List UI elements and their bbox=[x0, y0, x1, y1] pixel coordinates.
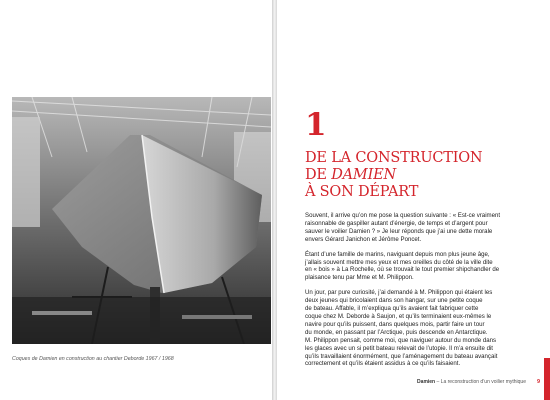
hull-photo bbox=[12, 97, 271, 344]
footer-book-title: Damien bbox=[417, 379, 436, 385]
photo-caption: Coques de Damien en construction au chantier Deborde 1967 / 1968 bbox=[12, 356, 174, 362]
chapter-body bbox=[305, 212, 525, 375]
chapter-title bbox=[305, 150, 535, 201]
chapter-title-line-1: DE LA CONSTRUCTION bbox=[305, 150, 483, 166]
running-footer bbox=[417, 379, 526, 385]
page-number: 9 bbox=[536, 379, 540, 385]
chapter-tab-marker bbox=[544, 358, 550, 400]
chapter-title-prefix: DE bbox=[305, 167, 332, 183]
left-page bbox=[0, 0, 272, 400]
body-paragraph: Souvent, il arrive qu’on me pose la question suivante : « Est-ce vraiment raisonnable de gaspiller autant d’énergie, de temps et d’argent pour sauver le voilier Damien ? » Je leur réponds que j’ai une dette morale envers Gérard Janichon et Jérôme Poncet. bbox=[305, 212, 501, 243]
body-paragraph: Étant d’une famille de marins, naviguant depuis mon plus jeune âge, j’allais souvent mettre mes yeux et mes oreilles du côté de la ville dite en « bois » à La Rochelle, où se trouvait le tout premier shipchandler de plaisance tenu par Mme et M. Philippon. bbox=[305, 250, 500, 282]
page-footer bbox=[395, 379, 540, 389]
chapter-title-line-3: À SON DÉPART bbox=[305, 184, 419, 200]
chapter-number: 1 bbox=[305, 107, 327, 143]
chapter-title-line-2 bbox=[305, 167, 535, 184]
chapter-title-boat-name: DAMIEN bbox=[331, 167, 396, 183]
footer-subtitle: – La reconstruction d’un voilier mythique bbox=[435, 379, 526, 385]
body-paragraph: Un jour, par pure curiosité, j’ai demandé à M. Philippon qui étaient les deux jeunes qui bricolaient dans son hangar, sur une petite coque de bateau. Affable, il m’expliqua qu’ils avaient fait fabriquer cette coque chez M. Deborde à Saujon, et qu’ils terminaient eux-mêmes le navire pour qu’ils puissent, dans quelques mois, partir faire un tour du monde, en passant par l’Arctique, puis descende en Antarctique. M. Philippon pensait, comme moi, que naviguer autour du monde dans les glaces avec un si petit bateau relevait de l’utopie. Il m’a ensuite dit qu’ils travaillaient énormément, que l’aménagement du bateau avançait correctement et qu’ils étaient assidus à ce qu’ils faisaient. bbox=[305, 289, 498, 368]
